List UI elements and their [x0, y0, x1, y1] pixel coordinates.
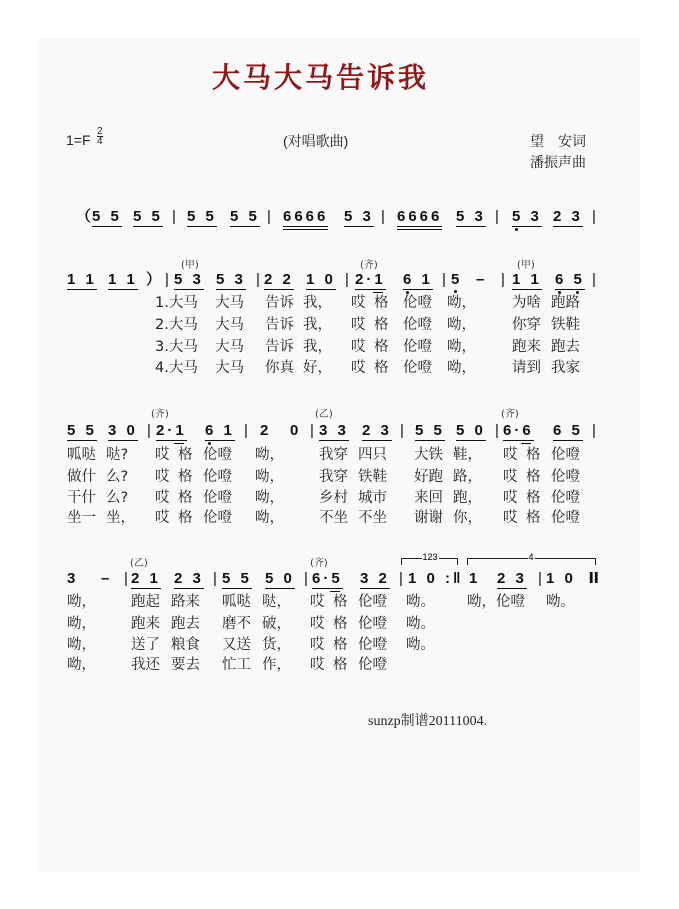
note-group: 2 3 — [553, 208, 583, 225]
lyric-syllable: 跑来 — [512, 339, 541, 355]
lyric-syllable: 格 — [526, 490, 541, 506]
lyric-syllable: 伦噔 — [358, 616, 387, 632]
lyric-syllable: 好， — [303, 360, 332, 376]
note-group: 5 5 — [92, 208, 122, 225]
lyric-syllable: 作， — [262, 657, 291, 673]
note-group: 2 2 — [264, 271, 294, 288]
barline: | — [213, 570, 217, 587]
part-label: (齐) — [310, 558, 328, 569]
lyric-syllable: 格 — [374, 339, 389, 355]
lyric-syllable: 城市 — [358, 490, 387, 506]
barline: | — [304, 570, 308, 587]
lyric-syllable: 你真 — [265, 360, 294, 376]
note-group: 3 2 — [360, 570, 390, 587]
lyric-syllable: 格 — [178, 447, 193, 463]
lyric-syllable: 伦噔 — [203, 469, 232, 485]
lyric-syllable: 跑去 — [171, 616, 200, 632]
lyric-syllable: 4.大马 — [155, 360, 198, 376]
lyric-syllable: 你穿 — [512, 317, 541, 333]
lyric-syllable: 来回 — [414, 490, 443, 506]
lyric-syllable: 呦， — [447, 339, 476, 355]
note-group: 6666 — [283, 208, 328, 230]
lyric-syllable: 我， — [303, 339, 332, 355]
lyric-syllable: 哎 — [351, 339, 366, 355]
lyric-syllable: 哎 — [351, 295, 366, 311]
barline: | — [244, 422, 248, 439]
part-label: (甲) — [517, 260, 535, 271]
lyric-syllable: 格 — [374, 360, 389, 376]
note-group: 5 0 — [456, 422, 486, 439]
lyric-syllable: 哎 — [310, 594, 325, 610]
lyric-syllable: 哎 — [503, 490, 518, 506]
lyric-syllable: 破， — [262, 616, 291, 632]
lyric-syllable: 跑起 — [131, 594, 160, 610]
note-group: 1 0 :‖ — [408, 570, 464, 587]
lyric-syllable: 伦噔 — [358, 657, 387, 673]
octave-dot — [515, 228, 518, 231]
lyric-syllable: 呦， — [447, 295, 476, 311]
lyric-syllable: 哎 — [503, 447, 518, 463]
lyric-syllable: 呦。 — [546, 594, 575, 610]
lyric-syllable: 送了 — [131, 637, 160, 653]
barline: | — [165, 271, 169, 288]
lyric-syllable: 格 — [333, 637, 348, 653]
note-group: – — [101, 570, 113, 587]
lyric-syllable: 伦噔 — [551, 490, 580, 506]
barline: | — [267, 208, 271, 225]
lyric-syllable: 呦， — [67, 657, 96, 673]
lyric-syllable: 格 — [526, 469, 541, 485]
barline: | — [381, 208, 385, 225]
lyric-syllable: 乡村 — [319, 490, 348, 506]
note-group: 5 — [451, 271, 463, 288]
barline: | — [592, 271, 596, 288]
lyric-syllable: 要去 — [171, 657, 200, 673]
part-label: (齐) — [360, 260, 378, 271]
lyric-syllable: 伦噔 — [203, 490, 232, 506]
lyric-syllable: 哎 — [503, 510, 518, 526]
lyric-syllable: 么? — [106, 490, 129, 506]
note-group: 5 3 — [512, 208, 542, 225]
barline: | — [147, 422, 151, 439]
note-group: 1 0 — [306, 271, 336, 288]
lyric-syllable: 铁鞋 — [358, 469, 387, 485]
lyric-syllable: 不坐 — [358, 510, 387, 526]
lyric-syllable: 呦， — [447, 317, 476, 333]
lyric-syllable: 1.大马 — [155, 295, 198, 311]
lyric-syllable: 磨不 — [222, 616, 251, 632]
lyricist: 望 安词 — [530, 133, 586, 149]
note-group: 5 3 — [456, 208, 486, 225]
part-label: (齐) — [501, 409, 519, 420]
lyric-syllable: 哎 — [155, 490, 170, 506]
lyric-syllable: 哎 — [155, 469, 170, 485]
lyric-syllable: 我家 — [551, 360, 580, 376]
lyric-syllable: 哎 — [155, 510, 170, 526]
barline: | — [124, 570, 128, 587]
note-group: 5 5 — [67, 422, 97, 439]
lyric-syllable: 格 — [526, 510, 541, 526]
lyric-syllable: 告诉 — [265, 295, 294, 311]
note-group: 5 5 — [415, 422, 445, 439]
volta-number: 4 — [528, 552, 534, 562]
lyric-syllable: 呱哒 — [67, 447, 96, 463]
note-group: 6 5 — [555, 271, 585, 288]
lyric-syllable: 坐， — [106, 510, 135, 526]
octave-dot — [454, 290, 457, 293]
lyric-syllable: 请到 — [512, 360, 541, 376]
lyric-syllable: 跑去 — [551, 339, 580, 355]
lyric-syllable: 谢谢 — [414, 510, 443, 526]
note-group: 2 3 — [362, 422, 392, 439]
lyric-syllable: 大铁 — [414, 447, 443, 463]
note-group: 1 1 — [512, 271, 542, 288]
lyric-syllable: 告诉 — [265, 317, 294, 333]
lyric-syllable: 又送 — [222, 637, 251, 653]
lyric-syllable: 呦， — [255, 490, 284, 506]
lyric-syllable: 格 — [333, 616, 348, 632]
lyric-syllable: 呦， — [447, 360, 476, 376]
barline: | — [399, 570, 403, 587]
lyric-syllable: 哒， — [262, 594, 291, 610]
lyric-syllable: 不坐 — [319, 510, 348, 526]
note-group: 3 3 — [319, 422, 349, 439]
volta-number: 123 — [422, 552, 438, 562]
time-signature — [97, 127, 103, 146]
lyric-syllable: 跑路 — [551, 295, 580, 311]
lyric-syllable: 忙工 — [222, 657, 251, 673]
note-group: 5 3 — [174, 271, 204, 288]
lyric-syllable: 2.大马 — [155, 317, 198, 333]
octave-dot — [558, 291, 561, 294]
volta-bracket — [467, 552, 596, 565]
lyric-syllable: 格 — [178, 510, 193, 526]
note-group: 1 1 — [67, 271, 97, 288]
lyric-syllable: 伦噔 — [403, 317, 432, 333]
lyric-syllable: 格 — [374, 317, 389, 333]
composer: 潘振声曲 — [530, 154, 586, 170]
lyric-syllable: 伦噔 — [203, 447, 232, 463]
lyric-syllable: 伦噔 — [358, 637, 387, 653]
note-group: 3 0 — [108, 422, 138, 439]
lyric-syllable: 伦噔 — [403, 295, 432, 311]
part-label: (乙) — [130, 558, 148, 569]
lyric-syllable: 哎 — [310, 637, 325, 653]
note-group: 5 5 — [230, 208, 260, 225]
lyric-syllable: 粮食 — [171, 637, 200, 653]
note-group: 1 0 — [546, 570, 576, 587]
lyric-syllable: 鞋， — [453, 447, 482, 463]
lyric-syllable: 呦。 — [406, 594, 435, 610]
lyric-syllable: 我穿 — [319, 447, 348, 463]
barline: | — [592, 422, 596, 439]
lyric-syllable: 呦。 — [406, 616, 435, 632]
note-group: 5 3 — [344, 208, 374, 225]
note-group: 5 0 — [265, 570, 295, 587]
lyric-syllable: 伦噔 — [403, 339, 432, 355]
barline: ‖ — [587, 570, 600, 587]
lyric-syllable: 呦。 — [406, 637, 435, 653]
key-signature: 1=F — [66, 132, 91, 148]
barline: | — [400, 422, 404, 439]
lyric-syllable: 你， — [453, 510, 482, 526]
barline: | — [442, 271, 446, 288]
note-group: 6 1 — [403, 271, 433, 288]
octave-dot — [208, 442, 211, 445]
lyric-syllable: 格 — [178, 490, 193, 506]
note-group: 5 5 — [187, 208, 217, 225]
note-group: 2·1 — [156, 422, 187, 439]
lyric-syllable: 跑来 — [131, 616, 160, 632]
lyric-syllable: 我， — [303, 317, 332, 333]
lyric-syllable: 铁鞋 — [551, 317, 580, 333]
lyric-syllable: 为啥 — [512, 295, 541, 311]
song-title: 大马大马告诉我 — [212, 63, 430, 94]
lyric-syllable: 做什 — [67, 469, 96, 485]
note-group: 5 5 — [222, 570, 252, 587]
lyric-syllable: 告诉 — [265, 339, 294, 355]
barline: | — [172, 208, 176, 225]
barline: | — [310, 422, 314, 439]
note-group: 2·1 — [355, 271, 386, 288]
lyric-syllable: 哎 — [155, 447, 170, 463]
lyric-syllable: 货， — [262, 637, 291, 653]
barline: | — [495, 422, 499, 439]
lyric-syllable: 好跑 — [414, 469, 443, 485]
lyric-syllable: 呦， — [255, 447, 284, 463]
note-group: 2 3 — [174, 570, 204, 587]
subtitle: (对唱歌曲) — [283, 133, 349, 149]
note-group: 3 — [67, 570, 79, 587]
lyric-syllable: 大马 — [215, 339, 244, 355]
lyric-syllable: 伦噔 — [551, 469, 580, 485]
lyric-syllable: 呦， — [67, 637, 96, 653]
lyric-syllable: 哒? — [106, 447, 129, 463]
lyric-syllable: 格 — [333, 657, 348, 673]
note-group: 2 — [260, 422, 272, 439]
note-group: – — [476, 271, 488, 288]
lyric-syllable: 大马 — [215, 295, 244, 311]
part-label: (齐) — [151, 409, 169, 420]
lyric-syllable: 格 — [178, 469, 193, 485]
lyric-syllable: 我， — [303, 295, 332, 311]
lyric-syllable: 哎 — [310, 616, 325, 632]
lyric-syllable: 呦， — [255, 510, 284, 526]
note-group: 0 — [290, 422, 302, 439]
lyric-syllable: 坐一 — [67, 510, 96, 526]
lyric-syllable: 么? — [106, 469, 129, 485]
barline: | — [256, 271, 260, 288]
lyric-syllable: 我还 — [131, 657, 160, 673]
time-bottom: 4 — [97, 136, 103, 147]
lyric-syllable: 格 — [374, 295, 389, 311]
lyric-syllable: 3.大马 — [155, 339, 198, 355]
lyric-syllable: 伦噔 — [403, 360, 432, 376]
lyric-syllable: 伦噔 — [203, 510, 232, 526]
note-group: 6 1 — [205, 422, 235, 439]
barline: | — [501, 271, 505, 288]
lyric-syllable: 呦， — [67, 616, 96, 632]
lyric-syllable: 四只 — [358, 447, 387, 463]
time-top: 2 — [97, 126, 103, 137]
lyric-syllable: 哎 — [503, 469, 518, 485]
lyric-syllable: 伦噔 — [551, 447, 580, 463]
note-group: 6666 — [397, 208, 442, 230]
note-group: ） — [146, 271, 165, 288]
note-group: 2 1 — [131, 570, 161, 587]
part-label: (甲) — [181, 260, 199, 271]
barline: | — [495, 208, 499, 225]
transcriber-credit: sunzp制谱20111004. — [368, 714, 488, 729]
barline: | — [345, 271, 349, 288]
lyric-syllable: 路来 — [171, 594, 200, 610]
note-group: 1 1 — [108, 271, 138, 288]
lyric-syllable: 大马 — [215, 360, 244, 376]
lyric-syllable: 哎 — [351, 317, 366, 333]
part-label: (乙) — [315, 409, 333, 420]
lyric-syllable: 格 — [526, 447, 541, 463]
barline: | — [592, 208, 596, 225]
note-group: 6·5 — [312, 570, 343, 587]
lyric-syllable: 哎 — [351, 360, 366, 376]
lyric-syllable: 呦，伦噔 — [467, 594, 525, 610]
lyric-syllable: 呦， — [67, 594, 96, 610]
lyric-syllable: 干什 — [67, 490, 96, 506]
note-group: 6 5 — [553, 422, 583, 439]
note-group: 1 — [469, 570, 481, 587]
note-group: 6·6 — [503, 422, 534, 439]
lyric-syllable: 伦噔 — [551, 510, 580, 526]
volta-bracket — [401, 552, 458, 565]
note-group: （ — [76, 208, 95, 225]
note-group: 2 3 — [497, 570, 527, 587]
barline: | — [538, 570, 542, 587]
lyric-syllable: 路， — [453, 469, 482, 485]
octave-dot — [406, 291, 409, 294]
lyric-syllable: 伦噔 — [358, 594, 387, 610]
lyric-syllable: 大马 — [215, 317, 244, 333]
lyric-syllable: 哎 — [310, 657, 325, 673]
lyric-syllable: 跑， — [453, 490, 482, 506]
lyric-syllable: 格 — [333, 594, 348, 610]
lyric-syllable: 呱哒 — [222, 594, 251, 610]
note-group: 5 3 — [216, 271, 246, 288]
lyric-syllable: 呦， — [255, 469, 284, 485]
note-group: 5 5 — [133, 208, 163, 225]
lyric-syllable: 我穿 — [319, 469, 348, 485]
